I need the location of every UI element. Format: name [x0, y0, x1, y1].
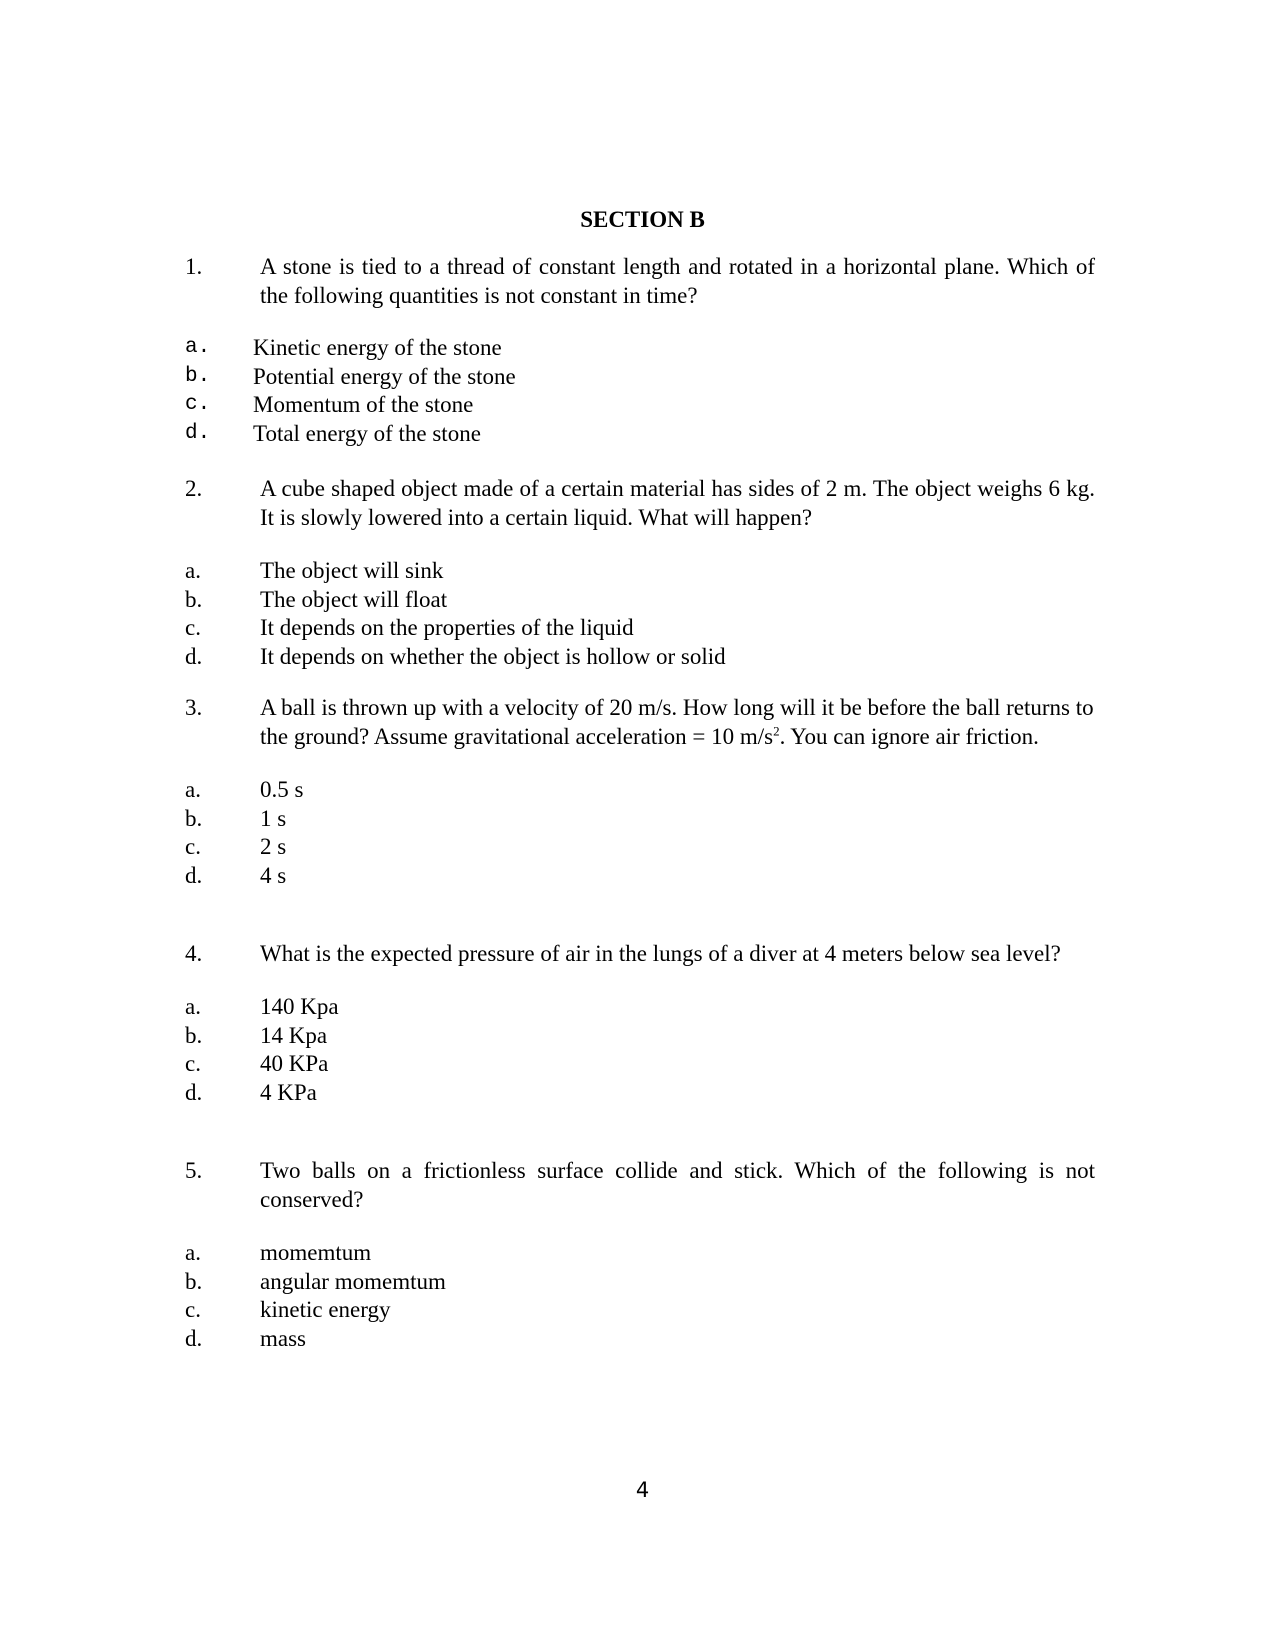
option-text: The object will sink [260, 558, 444, 583]
question-3 [185, 693, 1095, 890]
option-text: kinetic energy [260, 1297, 391, 1322]
option-c [185, 391, 1095, 420]
option-a [185, 776, 1095, 805]
option-letter: a. [185, 777, 201, 802]
question-stem [185, 474, 1095, 532]
option-letter: d. [185, 1079, 203, 1105]
option-b [185, 1022, 1095, 1051]
option-d [185, 1079, 1095, 1108]
option-a [185, 1239, 1095, 1268]
option-text: Total energy of the stone [253, 420, 481, 446]
option-letter: b. [185, 1268, 203, 1294]
option-letter: b. [185, 586, 203, 612]
question-number: 3. [185, 695, 203, 720]
option-letter: c. [185, 393, 211, 416]
option-text: The object will float [260, 586, 448, 612]
option-text: It depends on whether the object is hollow or solid [260, 643, 726, 669]
option-letter: c. [185, 1051, 201, 1076]
question-stem [185, 939, 1095, 968]
question-stem [185, 693, 1095, 751]
question-stem [185, 252, 1095, 310]
option-text: momemtum [260, 1240, 372, 1265]
option-text: 4 KPa [260, 1079, 317, 1105]
section-title: SECTION B [580, 207, 705, 232]
option-b [185, 1268, 1095, 1297]
option-d [185, 862, 1095, 891]
question-text: Two balls on a frictionless surface collide and stick. Which of the following is not conserved? [260, 1158, 1095, 1212]
question-text: A cube shaped object made of a certain material has sides of 2 m. The object weighs 6 kg. It is slowly lowered into a certain liquid. What will happen? [260, 476, 1095, 530]
option-text: 1 s [260, 805, 287, 831]
option-a [185, 993, 1095, 1022]
option-text: angular momemtum [260, 1268, 446, 1294]
option-letter: d. [185, 643, 203, 669]
option-c [185, 1296, 1095, 1325]
question-2 [185, 474, 1095, 671]
option-letter: d. [185, 421, 211, 445]
option-text: Potential energy of the stone [253, 363, 516, 389]
option-a [185, 334, 1095, 363]
option-c [185, 614, 1095, 643]
option-text: mass [260, 1325, 306, 1351]
question-stem [185, 1156, 1095, 1214]
question-text [260, 693, 1095, 751]
option-b [185, 586, 1095, 615]
question-4 [185, 939, 1095, 1107]
options-list [185, 993, 1095, 1107]
question-text: What is the expected pressure of air in the lungs of a diver at 4 meters below sea level? [260, 941, 1061, 966]
option-letter: c. [185, 1297, 201, 1322]
page-number: 4 [635, 1478, 650, 1502]
option-letter: c. [185, 834, 201, 859]
option-text: 140 Kpa [260, 994, 339, 1019]
option-letter: a. [185, 1240, 201, 1265]
option-text: 14 Kpa [260, 1022, 328, 1048]
question-text-part: . You can ignore air friction. [779, 724, 1039, 749]
option-text: It depends on the properties of the liquid [260, 615, 634, 640]
option-text: Momentum of the stone [253, 392, 474, 417]
question-text: A stone is tied to a thread of constant length and rotated in a horizontal plane. Which of the following quantities is not constant in time? [260, 254, 1095, 308]
option-d [185, 1325, 1095, 1354]
question-1 [185, 252, 1095, 448]
question-text-part: A ball is thrown up with a velocity of 20 m/s. How long will it be before the ball returns to the ground? Assume gravitational acceleration = 10 m/s [260, 695, 1094, 749]
option-text: 0.5 s [260, 777, 304, 802]
option-text: 4 s [260, 862, 287, 888]
option-letter: c. [185, 615, 201, 640]
superscript: 2 [773, 723, 780, 739]
options-list [185, 557, 1095, 671]
options-list [185, 776, 1095, 890]
option-text: Kinetic energy of the stone [253, 335, 502, 360]
option-text: 2 s [260, 834, 287, 859]
question-number: 1. [185, 254, 203, 279]
option-b [185, 805, 1095, 834]
option-letter: b. [185, 364, 211, 388]
option-b [185, 363, 1095, 392]
option-letter: a. [185, 994, 201, 1019]
option-letter: d. [185, 1325, 203, 1351]
question-number: 5. [185, 1158, 203, 1183]
question-5 [185, 1156, 1095, 1353]
option-a [185, 557, 1095, 586]
question-number: 2. [185, 476, 203, 501]
option-letter: b. [185, 1022, 203, 1048]
question-number: 4. [185, 941, 203, 966]
option-letter: d. [185, 862, 203, 888]
option-d [185, 643, 1095, 672]
option-d [185, 420, 1095, 449]
option-c [185, 1050, 1095, 1079]
option-letter: a. [185, 336, 211, 359]
option-text: 40 KPa [260, 1051, 329, 1076]
options-list [185, 1239, 1095, 1353]
option-letter: b. [185, 805, 203, 831]
option-c [185, 833, 1095, 862]
options-list [185, 334, 1095, 448]
option-letter: a. [185, 558, 201, 583]
